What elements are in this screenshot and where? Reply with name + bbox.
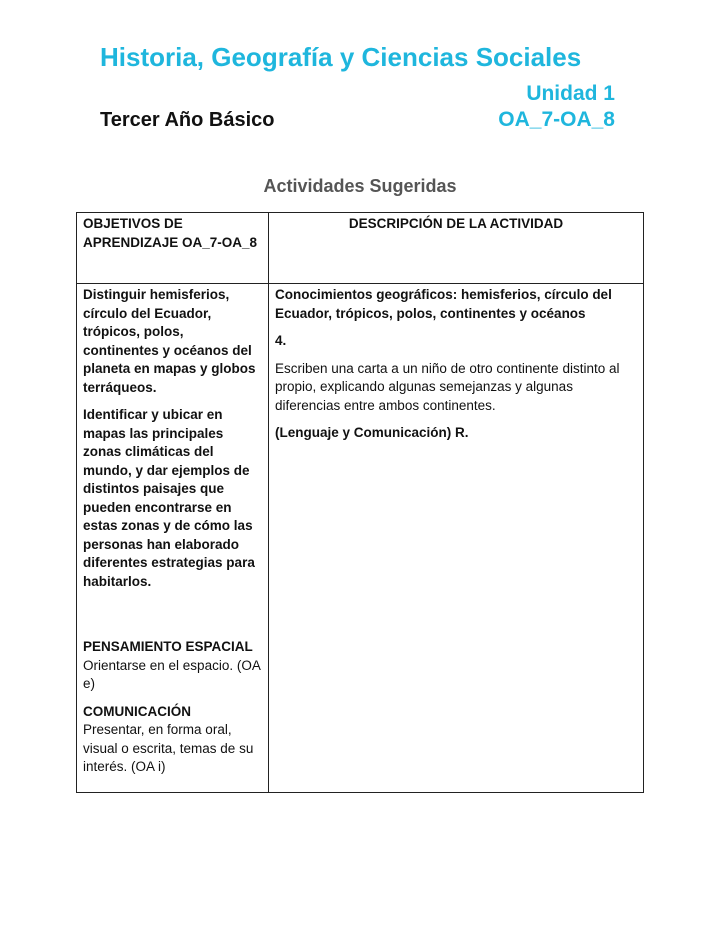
description-cell (269, 284, 644, 793)
description-header: DESCRIPCIÓN DE LA ACTIVIDAD (269, 213, 644, 284)
skill-text-communication: Presentar, en forma oral, visual o escrita, temas de su interés. (OA i) (83, 722, 254, 774)
unit-label: Unidad 1 (526, 82, 615, 105)
activities-table (76, 212, 644, 793)
table-header-row (77, 213, 644, 284)
grade-label: Tercer Año Básico (100, 109, 275, 131)
objective-2: Identificar y ubicar en mapas las principales zonas climáticas del mundo, y dar ejemplos de distintos paisajes que pueden encontrarse en estas zonas y de cómo las personas han elaborado diferentes estrategias para habitarlos. (83, 407, 255, 589)
skill-title-spatial: PENSAMIENTO ESPACIAL (83, 639, 253, 654)
objectives-cell (77, 284, 269, 793)
oa-code: OA_7-OA_8 (498, 108, 615, 131)
section-title: Actividades Sugeridas (263, 176, 457, 196)
activity-heading: Conocimientos geográficos: hemisferios, círculo del Ecuador, trópicos, polos, continentes y océanos (275, 287, 612, 321)
skill-title-communication: COMUNICACIÓN (83, 703, 191, 719)
subject-title: Historia, Geografía y Ciencias Sociales (100, 42, 582, 72)
table-row (77, 284, 644, 793)
activity-link: (Lenguaje y Comunicación) R. (275, 425, 469, 440)
objectives-header: OBJETIVOS DE APRENDIZAJE OA_7-OA_8 (77, 213, 269, 284)
skill-text-spatial: Orientarse en el espacio. (OA e) (83, 657, 261, 691)
activity-number: 4. (275, 333, 287, 348)
activity-text: Escriben una carta a un niño de otro continente distinto al propio, explicando algunas semejanzas y algunas diferencias entre ambos continentes. (275, 360, 620, 413)
objective-1: Distinguir hemisferios, círculo del Ecuador, trópicos, polos, continentes y océanos del planeta en mapas y globos terráqueos. (83, 287, 256, 395)
